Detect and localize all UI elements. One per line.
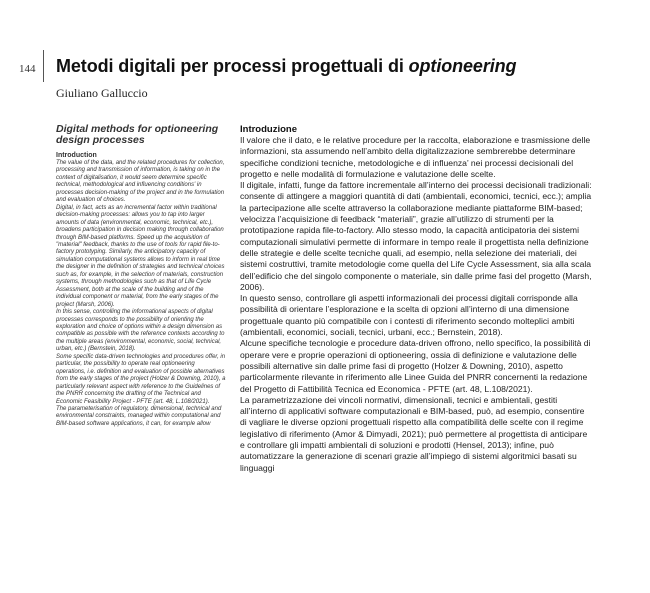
author-name: Giuliano Galluccio: [56, 86, 148, 100]
margin-divider: [43, 50, 44, 82]
abstract-title: Digital methods for optioneering design processes: [56, 123, 219, 146]
abstract-heading: Introduction: [56, 152, 97, 159]
abstract-paragraph: The parameterisation of regulatory, dimensional, technical and environmental constraints, managed within computational and BIM-based software applications, it can, for example allow: [56, 405, 222, 427]
abstract-paragraph: Some specific data-driven technologies and procedures offer, in particular, the possibility to operate real optioneering operations, i.e. definition and evaluation of possible alternatives from the early stages of the project (Holzer & Downing, 2010), a particularly relevant aspect with reference to the Guidelines of the PNRR concerning the drafting of the Technical and Economic Feasibility Project - PFTE (art. 48, L.108/2021).: [56, 353, 226, 405]
body-paragraph: In questo senso, controllare gli aspetti informazionali dei processi digitali corrisponde alla possibilità di orientare l’esplorazione e la scelta di opzioni all’interno di una dimensione progettuale quanto più compatibile con i contesti di riferimento secondo molteplici ambiti (ambientali, economici, sociali, tecnici, urbani, ecc.; Bernstein, 2018).: [240, 293, 578, 338]
abstract-paragraph: In this sense, controlling the informational aspects of digital processes corresponds to the possibility of orienting the exploration and choice of options within a design dimension as compatible as possible with the reference contexts according to the multiple areas (environmental, economic, social, technical, urban, etc.) (Bernstein, 2018).: [56, 309, 225, 353]
section-heading: Introduzione: [240, 124, 297, 135]
body-paragraph: Il valore che il dato, e le relative procedure per la raccolta, elaborazione e trasmissione delle informazioni, sta assumendo nell’ambito della digitalizzazione sembrerebbe determinare specifiche condizioni tecniche, metodologiche e di influenza’ nei processi decisionali del progetto e nelle modalità di formulazione e valutazione delle scelte.: [240, 135, 591, 179]
title-main: Metodi digitali per processi progettuali di: [56, 56, 409, 76]
article-title: [56, 56, 516, 77]
title-italic: optioneering: [408, 56, 517, 76]
page-number: 144: [19, 63, 36, 75]
body-paragraph: Alcune specifiche tecnologie e procedure data-driven offrono, nello specifico, la possibilità di operare vere e proprie operazioni di optioneering, ossia di definizione e valutazione delle possibili alternative sin dalle prime fasi di progetto (Holzer & Downing, 2010), aspetto particolarmente rilevante in riferimento alle Linee Guida del PNRR concernenti la redazione del Progetto di Fattibilità Tecnica ed Economica - PFTE (art. 48, L.108/2021).: [240, 338, 591, 394]
abstract-paragraph: The value of the data, and the related procedures for collection, processing and transmission of information, is taking on in the context of digitalisation, it would seem determine specific technical, methodological and influencing conditions' in processes decision-making of the project and in the formulation and evaluation of choices.: [56, 160, 225, 204]
body-paragraph: La parametrizzazione dei vincoli normativi, dimensionali, tecnici e ambientali, gestiti all’interno di applicativi software computazionali e BIM-based, può, ad esempio, consentire di vagliare le diverse opzioni progettuali rispetto alla compatibilità delle scelte con il regime legislativo di riferimento (Amor & Dimyadi, 2021); può permettere al progettista di anticipare e controllare gli impatti ambientali di soluzioni e prodotti (Hensel, 2013); infine, può automatizzare la generazione di scenari grazie all’impiego di sistemi algoritmici basati su linguaggi: [240, 394, 588, 473]
main-text: [240, 124, 592, 474]
abstract-paragraph: Digital, in fact, acts as an incremental factor within traditional decision-making processes: allows you to tap into larger amounts of data (environmental, economic, technical, etc.), broadens participation in decision making through collaboration through BIM-based platforms. Speed up the acquisition of "material" feedback, thanks to the use of tools for rapid file-to-factory prototyping. Similarly, the anticipatory capacity of simulation computational systems allows to inform in real time the designer in the definition of strategies and technical choices such as, for example, in the selection of materials, construction systems, through methodologies such as that of Life Cycle Assessment, both at the scale of the building and of the individual component or material, from the early stages of the project (Marsh, 2006).: [56, 204, 225, 308]
english-abstract: [56, 124, 226, 428]
body-paragraph: Il digitale, infatti, funge da fattore incrementale all’interno dei processi decisionali tradizionali: consente di attingere a maggiori quantità di dati (ambientali, economici, tecnici, ecc.); amplia la partecipazione alle scelte attraverso la collaborazione mediante piattaforme BIM-based; velocizza l’acquisizione di feedback “materiali”, grazie all’utilizzo di strumenti per la prototipazione rapida file-to-factory. Allo stesso modo, la capacità anticipatoria dei sistemi computazionali simulativi permette di informare in tempo reale il progettista nella definizione delle strategie e delle scelte tecniche quali, ad esempio, nella selezione dei materiali, dei sistemi costruttivi, tramite metodologie come quella del Life Cycle Assessment, sia alla scala dell’edificio che del singolo componente o materiale, sin dalle prime fasi del progetto (Marsh, 2006).: [240, 180, 592, 292]
